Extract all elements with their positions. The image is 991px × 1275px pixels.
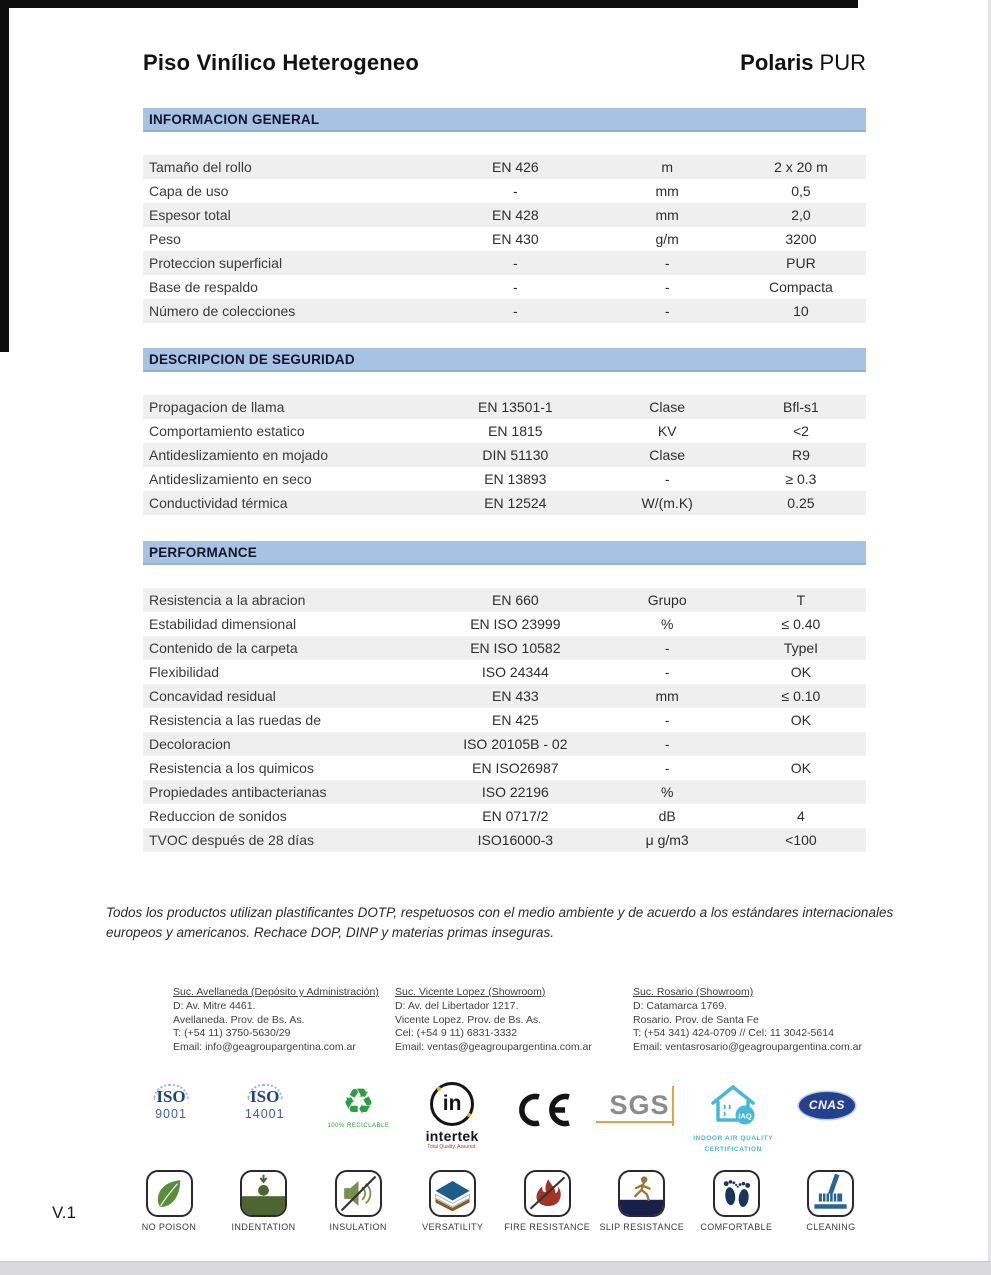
scan-edge-top	[0, 0, 858, 8]
intertek-mark: in	[442, 1092, 462, 1115]
cell-property: Decoloracion	[149, 736, 231, 752]
contact-city-line: Rosario. Prov. de Santa Fe	[633, 1013, 759, 1026]
cell-property: Conductividad térmica	[149, 495, 288, 511]
cnas-logo	[784, 1082, 870, 1119]
table-row	[143, 395, 866, 419]
feature-label: INSULATION	[329, 1222, 387, 1232]
feature-insulation	[315, 1170, 401, 1232]
cell-unit: -	[664, 664, 670, 680]
cell-standard: EN ISO 23999	[470, 616, 561, 632]
feature-indentation	[221, 1170, 307, 1232]
table-row	[143, 660, 866, 684]
cell-standard: EN 428	[491, 207, 539, 223]
contact-phone-line: T: (+54 341) 424-0709 // Cel: 11 3042-5614	[633, 1027, 834, 1040]
feature-fire-resistance	[504, 1170, 590, 1232]
page-title: Piso Vinílico Heterogeneo	[143, 50, 419, 75]
section-informacion-general	[143, 108, 866, 323]
section-header: PERFORMANCE	[143, 541, 866, 565]
contact-phone-line: T: (+54 11) 3750-5630/29	[173, 1027, 291, 1040]
cell-property: TVOC después de 28 días	[149, 832, 314, 848]
cell-unit: -	[664, 736, 670, 752]
cell-property: Capa de uso	[149, 183, 229, 199]
cell-value: T	[796, 592, 806, 608]
table-row	[143, 588, 866, 612]
cell-property: Concavidad residual	[149, 688, 276, 704]
cell-property: Espesor total	[149, 207, 231, 223]
cell-property: Reduccion de sonidos	[149, 808, 287, 824]
contact-address-line: D: Catamarca 1769.	[633, 1000, 727, 1013]
feature-label: SLIP RESISTANCE	[599, 1222, 685, 1232]
intertek-label: intertek	[425, 1128, 479, 1144]
iso-label: ISO	[250, 1087, 280, 1106]
intertek-caption: Total Quality. Assured.	[427, 1144, 477, 1150]
iso-9001-logo	[128, 1082, 214, 1121]
feature-cleaning	[788, 1170, 874, 1232]
table-row	[143, 804, 866, 828]
cell-property: Propiedades antibacterianas	[149, 784, 327, 800]
iso-14001-logo	[222, 1082, 308, 1121]
feature-versatility	[410, 1170, 496, 1232]
cell-value: 2,0	[791, 207, 811, 223]
table-row	[143, 443, 866, 467]
contact-city-line: Avellaneda. Prov. de Bs. As.	[173, 1013, 305, 1026]
spec-table-performance	[143, 588, 866, 852]
cell-property: Comportamiento estatico	[149, 423, 305, 439]
cell-unit: %	[660, 784, 674, 800]
slipping-person-icon	[618, 1170, 665, 1217]
feature-label: COMFORTABLE	[700, 1222, 773, 1232]
sgs-mark	[610, 1090, 670, 1121]
table-row	[143, 419, 866, 443]
cell-value: Bfl-s1	[783, 399, 819, 415]
contact-email-line: Email: info@geagroupargentina.com.ar	[173, 1040, 356, 1053]
cell-standard: EN 13501-1	[477, 399, 553, 415]
contact-city-line: Vicente Lopez. Prov. de Bs. As.	[395, 1013, 542, 1026]
table-row	[143, 155, 866, 179]
feature-label: FIRE RESISTANCE	[504, 1222, 591, 1232]
version-label: V.1	[52, 1203, 76, 1222]
cell-value: OK	[790, 664, 812, 680]
recycle-caption: 100% RECICLABLE	[327, 1123, 390, 1129]
cell-value: 0.25	[787, 495, 815, 511]
table-row	[143, 299, 866, 323]
ce-logo	[503, 1082, 589, 1133]
brand-suffix: PUR	[819, 50, 866, 75]
flame-crossed-icon	[524, 1170, 571, 1217]
cell-property: Base de respaldo	[149, 279, 258, 295]
cell-standard: ISO 20105B - 02	[463, 736, 568, 752]
feature-no-poison	[126, 1170, 212, 1232]
cell-unit: m	[661, 159, 673, 175]
cell-property: Flexibilidad	[149, 664, 220, 680]
iaq-house-icon	[707, 1082, 759, 1128]
cell-standard: ISO16000-3	[477, 832, 554, 848]
section-performance	[143, 541, 866, 852]
cell-unit: -	[664, 712, 670, 728]
cell-unit: -	[664, 255, 670, 271]
brand-bold: Polaris	[740, 50, 814, 75]
feature-slip-resistance	[599, 1170, 685, 1232]
recyclable-logo	[315, 1082, 401, 1129]
leaf-icon	[146, 1170, 193, 1217]
section-header: INFORMACION GENERAL	[143, 108, 866, 132]
table-row	[143, 732, 866, 756]
cell-unit: -	[664, 640, 670, 656]
table-row	[143, 275, 866, 299]
cell-standard: EN 433	[491, 688, 539, 704]
cell-standard: ISO 22196	[481, 784, 549, 800]
cell-standard: EN ISO 10582	[470, 640, 561, 656]
ce-mark-icon	[503, 1092, 589, 1133]
section-descripcion-seguridad	[143, 348, 866, 515]
iaq-caption-line1: INDOOR AIR QUALITY	[693, 1135, 774, 1142]
intertek-logo	[409, 1082, 495, 1150]
cell-unit: dB	[658, 808, 676, 824]
contact-avellaneda	[173, 986, 393, 1054]
iso-label: ISO	[156, 1087, 186, 1106]
scan-edge-left	[0, 0, 9, 352]
cell-value: OK	[790, 712, 812, 728]
svg-text:IAQ: IAQ	[738, 1111, 752, 1121]
table-row	[143, 179, 866, 203]
cell-value	[736, 732, 866, 756]
table-row	[143, 491, 866, 515]
cell-standard: EN 12524	[484, 495, 547, 511]
table-row	[143, 684, 866, 708]
cell-unit: μ g/m3	[645, 832, 689, 848]
cell-value: ≤ 0.40	[781, 616, 821, 632]
table-row	[143, 227, 866, 251]
contact-title: Suc. Rosario (Showroom)	[633, 986, 754, 998]
speaker-mute-icon	[335, 1170, 382, 1217]
sgs-logo	[597, 1082, 683, 1121]
feature-label: INDENTATION	[231, 1222, 296, 1232]
iaq-caption-line2: CERTIFICATION	[704, 1145, 762, 1153]
table-row	[143, 780, 866, 804]
feature-label: NO POISON	[141, 1222, 197, 1232]
cell-property: Propagacion de llama	[149, 399, 285, 415]
cell-value: OK	[790, 760, 812, 776]
cell-unit: W/(m.K)	[641, 495, 693, 511]
cell-property: Peso	[149, 231, 181, 247]
contact-title: Suc. Avellaneda (Depósito y Administración)	[173, 986, 379, 998]
cell-unit: -	[664, 760, 670, 776]
cell-standard: -	[513, 255, 518, 271]
certification-logos-row	[128, 1082, 870, 1154]
cell-property: Proteccion superficial	[149, 255, 283, 271]
cell-standard: DIN 51130	[482, 447, 549, 463]
title-row	[143, 50, 866, 76]
cell-unit: g/m	[655, 231, 679, 247]
cell-unit: Grupo	[647, 592, 687, 608]
cell-property: Antideslizamiento en mojado	[149, 447, 328, 463]
table-row	[143, 756, 866, 780]
cell-standard: EN 0717/2	[482, 808, 549, 824]
cell-value: Compacta	[769, 279, 833, 295]
broom-icon	[807, 1170, 854, 1217]
table-row	[143, 636, 866, 660]
cell-unit: -	[664, 471, 670, 487]
cell-value: 3200	[785, 231, 817, 247]
feature-label: CLEANING	[806, 1222, 856, 1232]
cell-property: Resistencia a la abracion	[149, 592, 306, 608]
cell-value: <2	[792, 423, 809, 439]
table-row	[143, 467, 866, 491]
cell-property: Resistencia a las ruedas de	[149, 712, 321, 728]
cell-value: TypeI	[783, 640, 819, 656]
cell-standard: -	[513, 279, 518, 295]
brand-name	[740, 50, 866, 76]
sgs-orange-line-icon	[672, 1086, 674, 1126]
cell-value: 0,5	[791, 183, 811, 199]
iso-number: 9001	[155, 1107, 187, 1121]
contact-vicente-lopez	[395, 986, 627, 1054]
cell-standard: EN 426	[491, 159, 539, 175]
cell-unit: Clase	[649, 447, 686, 463]
cell-value	[736, 780, 866, 804]
cell-unit: mm	[655, 183, 679, 199]
cell-unit: %	[660, 616, 674, 632]
footprints-icon	[713, 1170, 760, 1217]
feature-comfortable	[693, 1170, 779, 1232]
spec-table-general	[143, 155, 866, 323]
cell-value: 10	[793, 303, 809, 319]
contact-email-line: Email: ventas@geagroupargentina.com.ar	[395, 1040, 592, 1053]
sgs-orange-line-icon	[596, 1121, 674, 1123]
feature-icons-row	[126, 1170, 874, 1232]
cell-unit: mm	[655, 207, 679, 223]
cell-unit: -	[664, 279, 670, 295]
contact-rosario	[633, 986, 893, 1054]
cell-standard: -	[513, 183, 518, 199]
feature-label: VERSATILITY	[422, 1222, 484, 1232]
spec-table-seguridad	[143, 395, 866, 515]
contact-address-line: D: Av. del Libertador 1217.	[395, 1000, 519, 1013]
contact-email-line: Email: ventasrosario@geagroupargentina.com.ar	[633, 1040, 862, 1053]
cell-standard: -	[513, 303, 518, 319]
cell-property: Tamaño del rollo	[149, 159, 252, 175]
cell-standard: EN 13893	[484, 471, 547, 487]
intertek-dot-icon	[437, 1087, 441, 1091]
sgs-label: SGS	[609, 1090, 670, 1120]
cell-value: PUR	[786, 255, 816, 271]
cell-value: 4	[797, 808, 805, 824]
cell-property: Contenido de la carpeta	[149, 640, 298, 656]
cell-unit: -	[664, 303, 670, 319]
cell-standard: EN 430	[491, 231, 539, 247]
table-row	[143, 203, 866, 227]
cell-property: Antideslizamiento en seco	[149, 471, 312, 487]
cell-value: ≤ 0.10	[781, 688, 821, 704]
cell-property: Resistencia a los quimicos	[149, 760, 314, 776]
table-row	[143, 251, 866, 275]
cell-value: <100	[785, 832, 817, 848]
cnas-label: CNAS	[799, 1092, 855, 1119]
contact-address-line: D: Av. Mitre 4461.	[173, 1000, 256, 1013]
cell-unit: mm	[655, 688, 679, 704]
layers-icon	[429, 1170, 476, 1217]
cell-unit: Clase	[649, 399, 686, 415]
cell-standard: EN ISO26987	[472, 760, 559, 776]
cell-value: 2 x 20 m	[774, 159, 828, 175]
iaq-logo	[690, 1082, 776, 1154]
table-row	[143, 612, 866, 636]
cell-property: Número de colecciones	[149, 303, 296, 319]
table-row	[143, 708, 866, 732]
cell-standard: EN 425	[491, 712, 539, 728]
indentation-icon	[240, 1170, 287, 1217]
iso-number: 14001	[244, 1107, 285, 1121]
cell-standard: ISO 24344	[481, 664, 549, 680]
section-header: DESCRIPCION DE SEGURIDAD	[143, 348, 866, 372]
cell-standard: EN 660	[491, 592, 539, 608]
cell-unit: KV	[657, 423, 677, 439]
scan-edge-bottom	[0, 1261, 991, 1275]
table-row	[143, 828, 866, 852]
cell-value: R9	[791, 447, 810, 463]
environment-note: Todos los productos utilizan plastificantes DOTP, respetuosos con el medio ambiente y de acuerdo a los estándares internacionales europeos y americanos. Rechace DOP, DINP y materias primas inseguras.	[106, 905, 894, 940]
contact-phone-line: Cel: (+54 9 11) 6831-3332	[395, 1027, 518, 1040]
recycle-icon: ♻	[342, 1081, 375, 1122]
intertek-dot-icon	[467, 1113, 471, 1117]
cell-property: Estabilidad dimensional	[149, 616, 297, 632]
intertek-icon	[430, 1082, 474, 1126]
cell-value: ≥ 0.3	[785, 471, 817, 487]
contact-title: Suc. Vicente Lopez (Showroom)	[395, 986, 546, 998]
cell-standard: EN 1815	[488, 423, 543, 439]
